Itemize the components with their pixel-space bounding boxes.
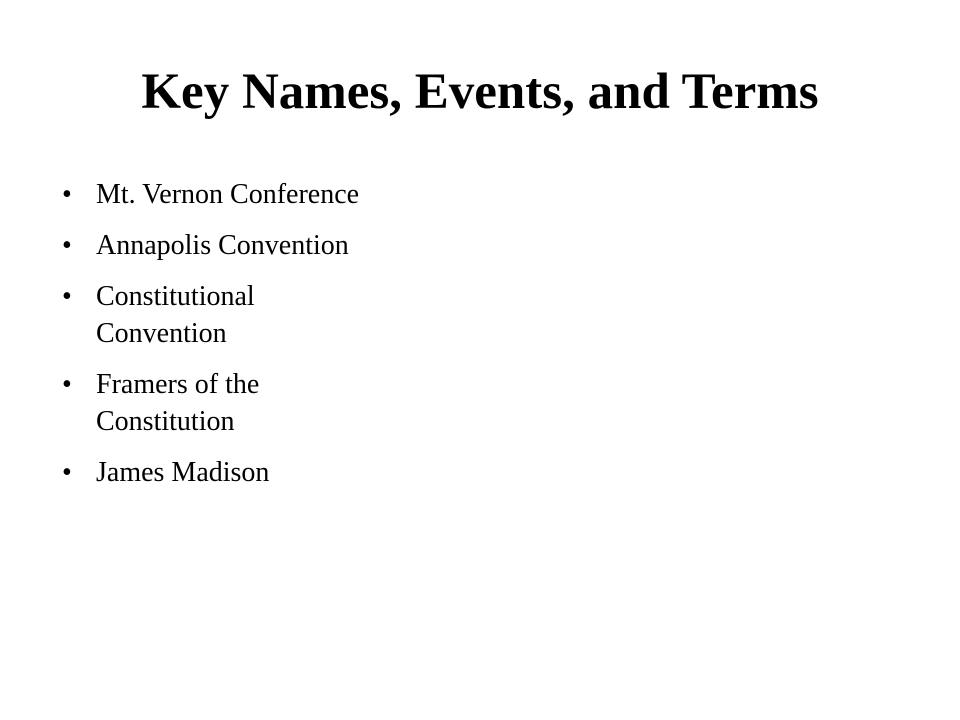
- list-item-text: Annapolis Convention: [96, 230, 349, 261]
- list-item-text: James Madison: [96, 457, 270, 488]
- bullet-icon: •: [62, 281, 72, 312]
- slide-title: Key Names, Events, and Terms: [141, 64, 819, 120]
- list-item-text: Mt. Vernon Conference: [96, 179, 360, 210]
- list-item-text: Constitutional: [96, 281, 255, 312]
- list-item: [62, 176, 482, 213]
- list-item-text: Convention: [96, 318, 227, 349]
- bullet-icon: •: [62, 230, 72, 261]
- list-item: [62, 227, 482, 264]
- bullet-icon: •: [62, 369, 72, 400]
- list-item: [62, 278, 482, 352]
- list-item: [62, 454, 482, 491]
- bullet-list: [62, 176, 482, 505]
- list-item: [62, 366, 482, 440]
- bullet-icon: •: [62, 179, 72, 210]
- bullet-icon: •: [62, 457, 72, 488]
- list-item-text: Framers of the: [96, 369, 260, 400]
- list-item-text: Constitution: [96, 406, 235, 437]
